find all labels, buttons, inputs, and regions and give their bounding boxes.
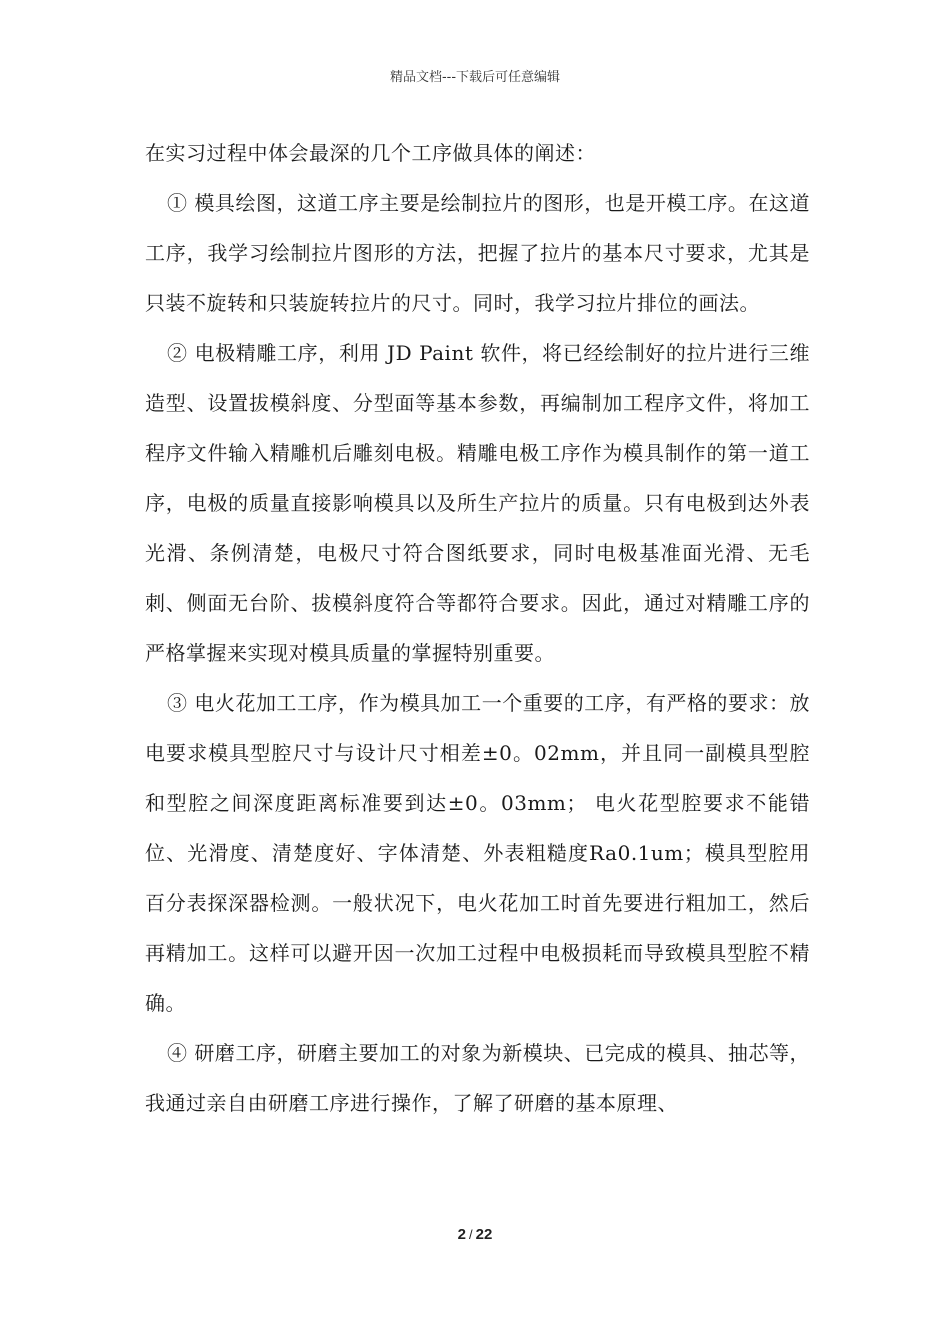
page-number (0, 1226, 950, 1243)
page-separator: / (469, 1227, 473, 1242)
paragraph-step-1: ① 模具绘图，这道工序主要是绘制拉片的图形，也是开模工序。在这道工序，我学习绘制拉片图形的方法，把握了拉片的基本尺寸要求，尤其是只装不旋转和只装旋转拉片的尺寸。同时，我学习拉片排位的画法。 (145, 191, 810, 315)
paragraph-intro: 在实习过程中体会最深的几个工序做具体的阐述： (145, 141, 596, 165)
paragraph-step-2: ② 电极精雕工序，利用 JD Paint 软件，将已经绘制好的拉片进行三维造型、设置拔模斜度、分型面等基本参数，再编制加工程序文件，将加工程序文件输入精雕机后雕刻电极。精雕电极工序作为模具制作的第一道工序，电极的质量直接影响模具以及所生产拉片的质量。只有电极到达外表光滑、条例清楚，电极尺寸符合图纸要求，同时电极基准面光滑、无毛刺、侧面无台阶、拔模斜度符合等都符合要求。因此，通过对精雕工序的严格掌握来实现对模具质量的掌握特别重要。 (145, 341, 810, 665)
page-current: 2 (457, 1226, 467, 1243)
page-header: 精品文档---下载后可任意编辑 (389, 70, 561, 85)
paragraph-step-4: ④ 研磨工序，研磨主要加工的对象为新模块、已完成的模具、抽芯等，我通过亲自由研磨工序进行操作，了解了研磨的基本原理、 (145, 1041, 810, 1115)
document-body (145, 128, 810, 1128)
page-total: 22 (475, 1226, 493, 1243)
paragraph-step-3: ③ 电火花加工工序，作为模具加工一个重要的工序，有严格的要求：放电要求模具型腔尺寸与设计尺寸相差±0。02mm，并且同一副模具型腔和型腔之间深度距离标准要到达±0。03mm； 电火花型腔要求不能错位、光滑度、清楚度好、字体清楚、外表粗糙度Ra0.1um；模具型腔用百分表探深器检测。一般状况下，电火花加工时首先要进行粗加工，然后再精加工。这样可以避开因一次加工过程中电极损耗而导致模具型腔不精确。 (145, 691, 810, 1015)
